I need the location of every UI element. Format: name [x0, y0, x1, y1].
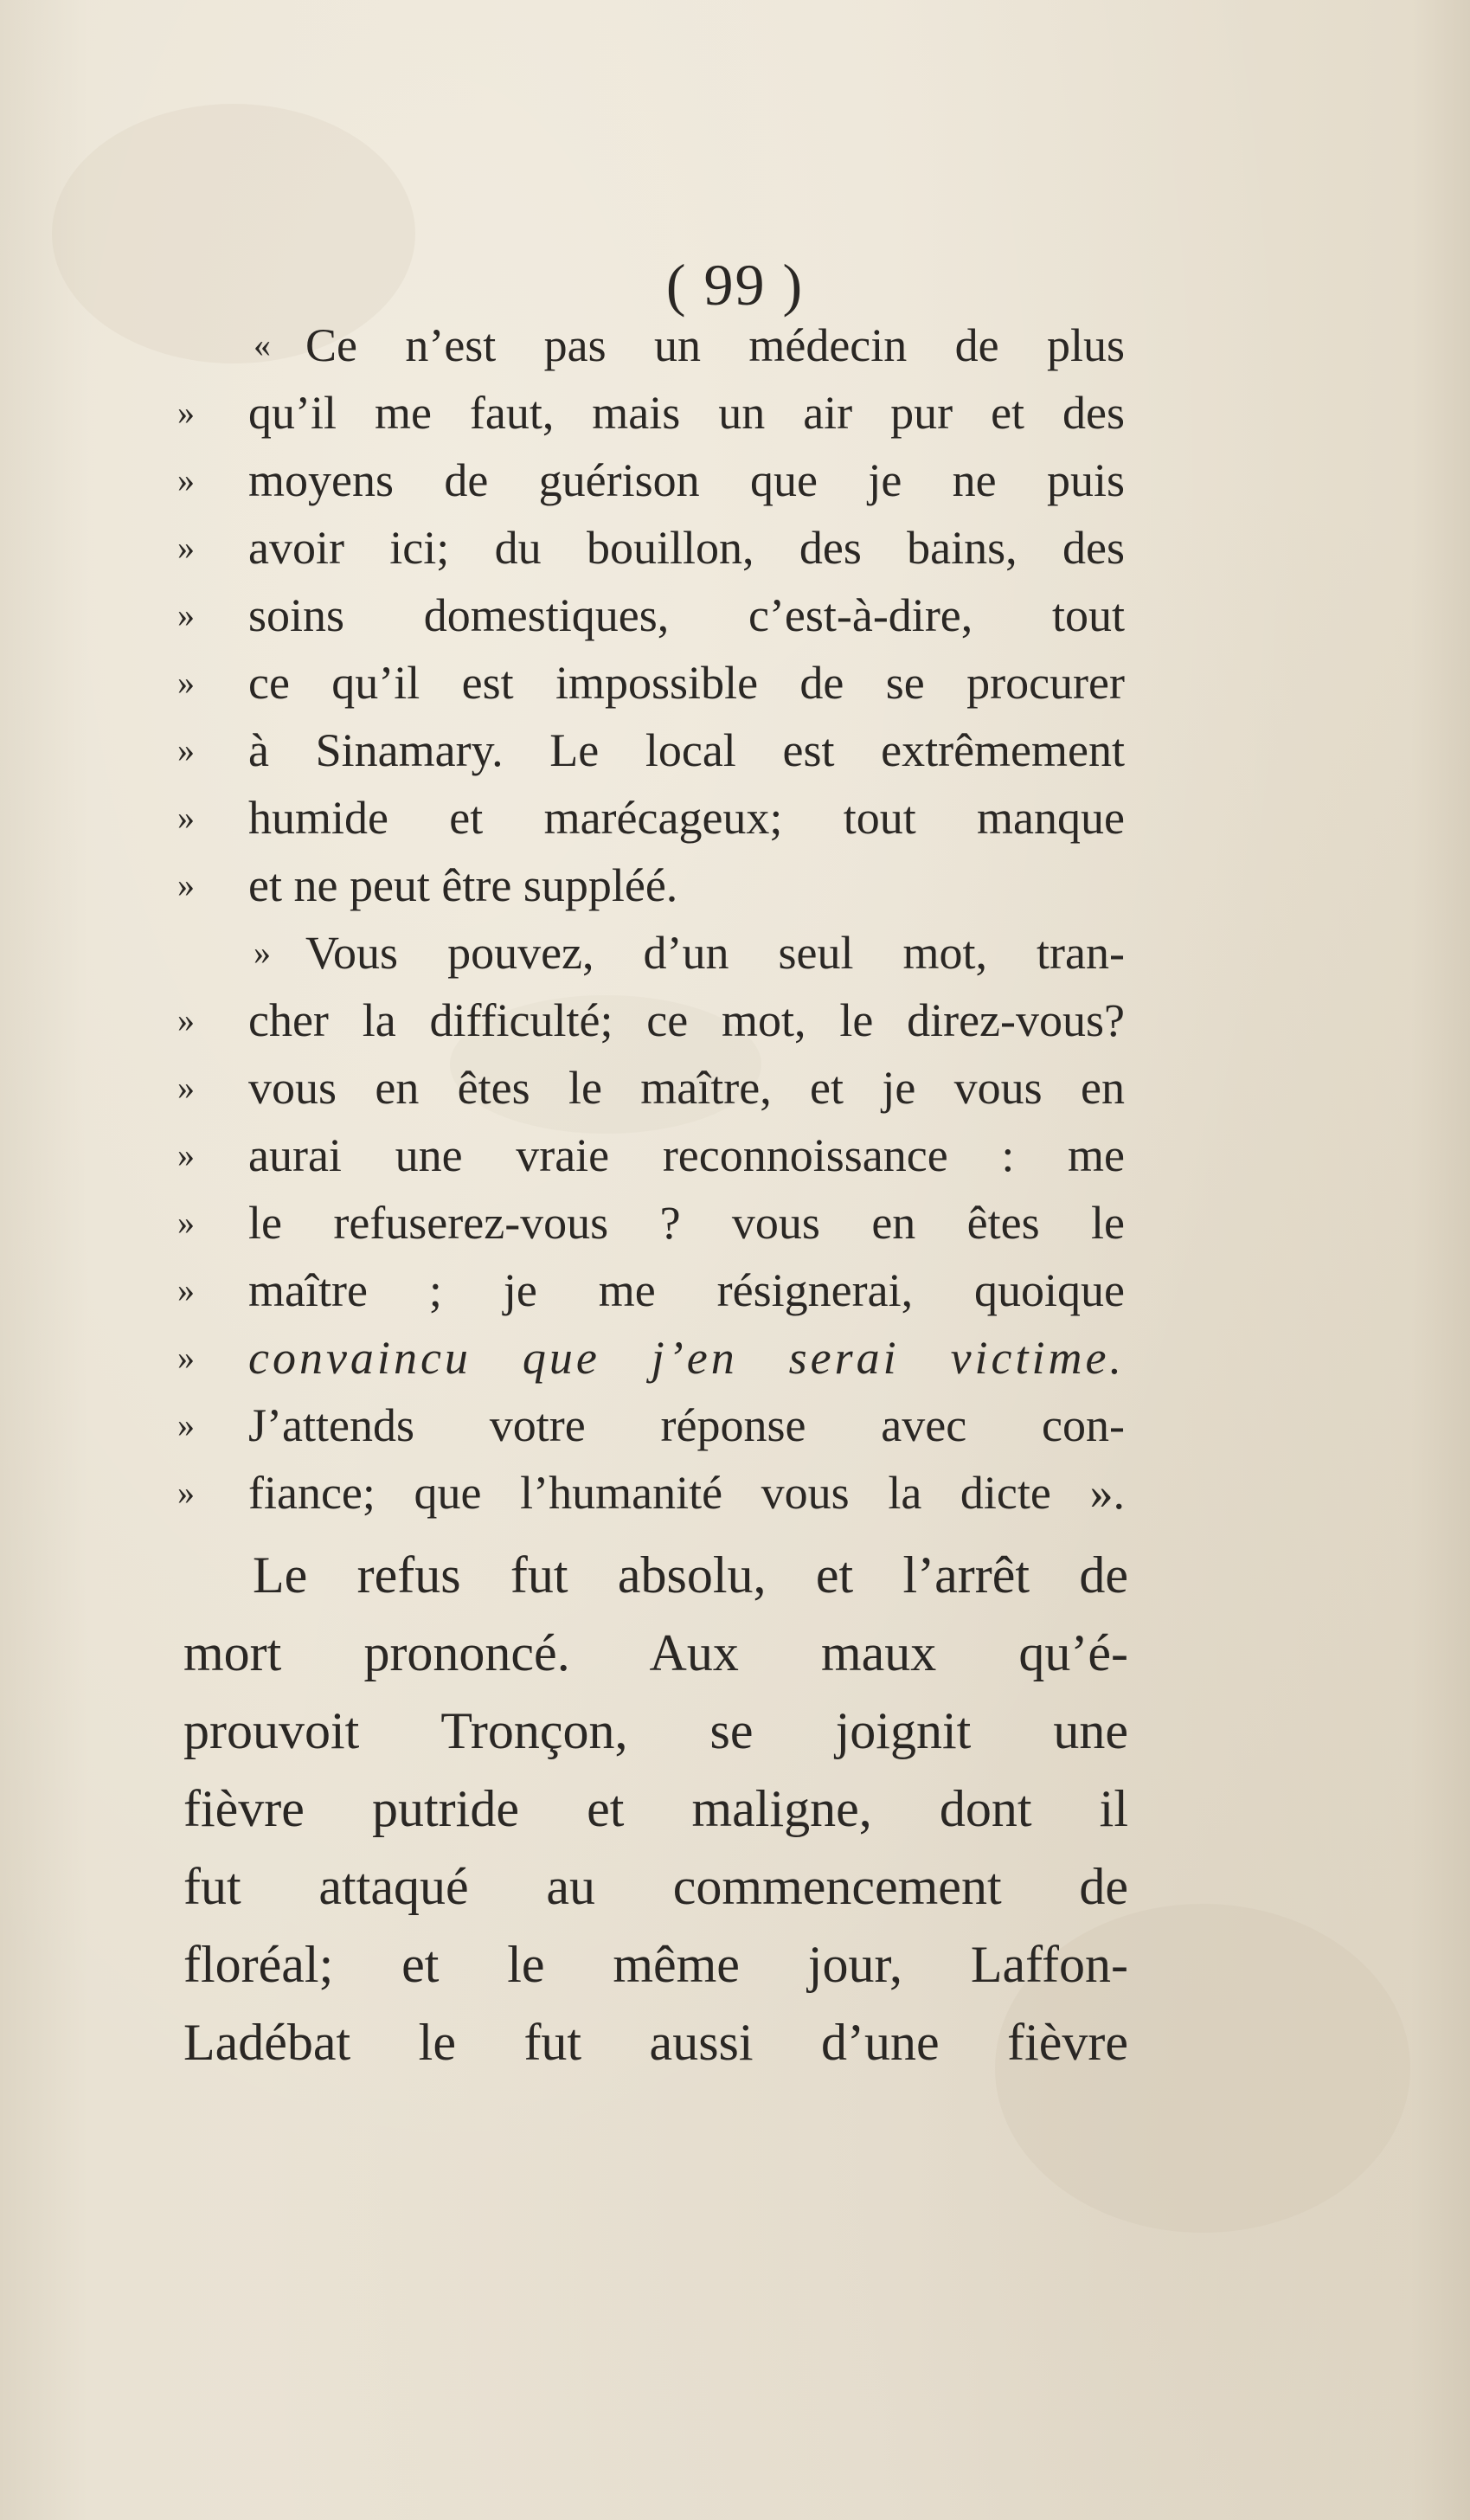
- quote-mark: »: [177, 1473, 195, 1512]
- quote-line: [177, 447, 1125, 514]
- quote-line: [177, 784, 1125, 852]
- quote-line: [177, 987, 1125, 1054]
- page-number: ( 99 ): [665, 252, 805, 318]
- quote-line: [177, 582, 1125, 649]
- quote-text: J’attends votre réponse avec con-: [248, 1399, 1125, 1451]
- quote-mark: »: [177, 730, 195, 769]
- quote-text: et ne peut être suppléé.: [248, 859, 678, 911]
- quote-line: [177, 1324, 1125, 1392]
- paragraph-line: prouvoit Tronçon, se joignit une: [183, 1702, 1128, 1759]
- quote-text: Ce n’est pas un médecin de plus: [305, 319, 1125, 371]
- quote-mark: »: [254, 933, 271, 972]
- quote-line: [177, 1122, 1125, 1189]
- quote-text-italic: convaincu que j’en serai victime.: [248, 1332, 1125, 1384]
- quote-line: [177, 919, 1125, 987]
- quote-mark: »: [177, 595, 195, 634]
- quote-mark: »: [177, 865, 195, 904]
- paragraph-line: Ladébat le fut aussi d’une fièvre: [183, 2014, 1128, 2071]
- paragraph-line: mort prononcé. Aux maux qu’é-: [183, 1624, 1128, 1681]
- quote-line: [177, 717, 1125, 784]
- quote-mark: »: [177, 460, 195, 499]
- quote-line: [177, 649, 1125, 717]
- quote-text: vous en êtes le maître, et je vous en: [248, 1062, 1125, 1114]
- quote-text: humide et marécageux; tout manque: [248, 792, 1125, 844]
- quote-mark: »: [177, 1135, 195, 1174]
- quote-text: ce qu’il est impossible de se procurer: [248, 657, 1125, 709]
- quote-mark: »: [177, 798, 195, 837]
- body-paragraph: [183, 1536, 1128, 2081]
- quote-text: Vous pouvez, d’un seul mot, tran-: [305, 927, 1125, 979]
- quote-text: qu’il me faut, mais un air pur et des: [248, 387, 1125, 439]
- quote-line: [177, 514, 1125, 582]
- quote-text: soins domestiques, c’est-à-dire, tout: [248, 589, 1125, 641]
- quote-line: [177, 1189, 1125, 1257]
- quote-text: aurai une vraie reconnoissance : me: [248, 1129, 1125, 1181]
- quote-mark: »: [177, 393, 195, 432]
- quote-text: avoir ici; du bouillon, des bains, des: [248, 522, 1125, 574]
- quote-line: [177, 1459, 1125, 1527]
- quote-text: à Sinamary. Le local est extrêmement: [248, 724, 1125, 776]
- quote-line: [177, 1054, 1125, 1122]
- paragraph-line: floréal; et le même jour, Laffon-: [183, 1936, 1128, 1993]
- quote-mark: »: [177, 1000, 195, 1039]
- quote-mark: »: [177, 1068, 195, 1107]
- quoted-letter: [177, 312, 1125, 1527]
- quote-line: [177, 852, 1125, 919]
- paragraph-line: fut attaqué au commencement de: [183, 1858, 1128, 1915]
- paragraph-line: fièvre putride et maligne, dont il: [183, 1780, 1128, 1837]
- quote-mark: »: [177, 1203, 195, 1242]
- quote-line: [177, 379, 1125, 447]
- quote-mark: »: [177, 1270, 195, 1309]
- quote-text: le refuserez-vous ? vous en êtes le: [248, 1197, 1125, 1249]
- quote-mark: »: [177, 1338, 195, 1377]
- quote-mark: »: [177, 528, 195, 567]
- quote-line: [177, 312, 1125, 379]
- quote-mark: «: [254, 325, 271, 364]
- quote-mark: »: [177, 1405, 195, 1444]
- quote-text: moyens de guérison que je ne puis: [248, 454, 1125, 506]
- paragraph-line: Le refus fut absolu, et l’arrêt de: [253, 1546, 1128, 1604]
- quote-mark: »: [177, 663, 195, 702]
- quote-line: [177, 1257, 1125, 1324]
- quote-text: maître ; je me résignerai, quoique: [248, 1264, 1125, 1316]
- quote-text: cher la difficulté; ce mot, le direz-vous?: [248, 994, 1125, 1046]
- quote-line: [177, 1392, 1125, 1459]
- quote-text: fiance; que l’humanité vous la dicte ».: [248, 1467, 1125, 1519]
